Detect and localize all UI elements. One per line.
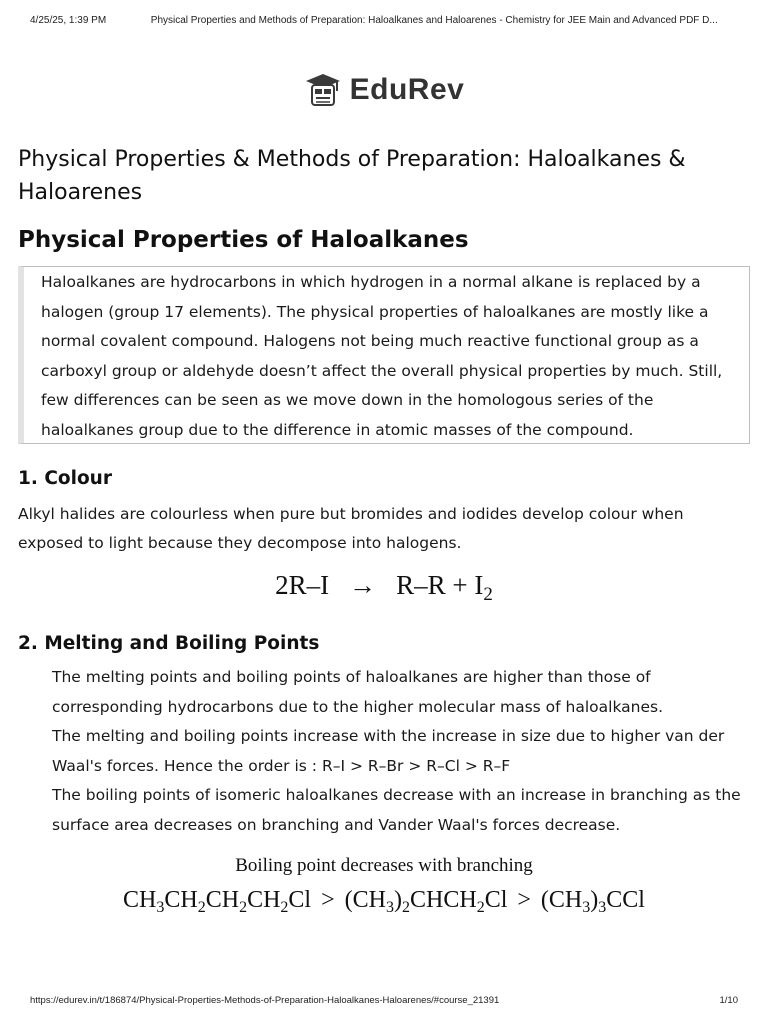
print-timestamp: 4/25/25, 1:39 PM bbox=[30, 15, 107, 26]
melting-points-list bbox=[52, 663, 752, 841]
branching-caption: Boiling point decreases with branching bbox=[235, 855, 533, 876]
intro-text: Haloalkanes are hydrocarbons in which hydrogen in a normal alkane is replaced by a halogen (group 17 elements). The physical properties of haloalkanes are mostly like a normal covalent compound. Halogens not being much reactive functional group as a carboxyl group or aldehyde doesn’t affect the overall physical properties by much. Still, few differences can be seen as we move down in the homologous series of the haloalkanes group due to the difference in atomic masses of the compound. bbox=[41, 273, 723, 439]
page-number: 1/10 bbox=[719, 995, 738, 1006]
print-header bbox=[30, 15, 738, 26]
melting-heading: 2. Melting and Boiling Points bbox=[18, 633, 320, 654]
formula-tert-butyl-chloride: $(CH_3)_3CCl$ bbox=[540, 887, 645, 916]
logo-text: EduRev bbox=[349, 73, 465, 106]
list-item: The melting and boiling points increase with the increase in size due to higher van der Waal's forces. Hence the order is : R–I > R–Br > R–Cl > R–F bbox=[52, 727, 725, 775]
formula-isobutyl-chloride: $(CH_3)_2CHCH_2Cl$ bbox=[344, 887, 508, 916]
equation-subscript: 2 bbox=[483, 584, 493, 605]
section-heading: Physical Properties of Haloalkanes bbox=[18, 227, 469, 253]
graduation-cap-logo-icon bbox=[304, 72, 342, 108]
equation-right: R–R + I bbox=[396, 570, 484, 600]
formula-butyl-chloride: $CH_3CH_2CH_2CH_2Cl$ bbox=[123, 887, 312, 916]
print-footer bbox=[30, 995, 738, 1006]
decomposition-equation bbox=[0, 570, 768, 606]
print-page-title: Physical Properties and Methods of Preparation: Haloalkanes and Haloarenes - Chemistry for JEE Main and Advanced PDF D... bbox=[150, 15, 718, 26]
print-url[interactable]: https://edurev.in/t/186874/Physical-Properties-Methods-of-Preparation-Haloalkanes-Haloarenes/#course_21391 bbox=[30, 995, 500, 1006]
colour-heading: 1. Colour bbox=[18, 468, 112, 489]
greater-than-sign: > bbox=[321, 887, 335, 913]
list-item: The melting points and boiling points of haloalkanes are higher than those of corresponding hydrocarbons due to the higher molecular mass of haloalkanes. bbox=[52, 668, 664, 716]
edurev-logo[interactable] bbox=[0, 72, 768, 112]
branching-formula bbox=[0, 887, 768, 917]
page-title: Physical Properties & Methods of Preparation: Haloalkanes & Haloarenes bbox=[18, 147, 686, 205]
greater-than-sign: > bbox=[517, 887, 531, 913]
intro-callout bbox=[18, 266, 750, 444]
reaction-arrow: → bbox=[349, 570, 377, 600]
colour-text: Alkyl halides are colourless when pure but bromides and iodides develop colour when exposed to light because they decompose into halogens. bbox=[18, 505, 684, 552]
list-item: The boiling points of isomeric haloalkanes decrease with an increase in branching as the surface area decreases on branching and Vander Waal's forces decrease. bbox=[52, 786, 741, 834]
equation-left: 2R–I bbox=[275, 570, 330, 600]
